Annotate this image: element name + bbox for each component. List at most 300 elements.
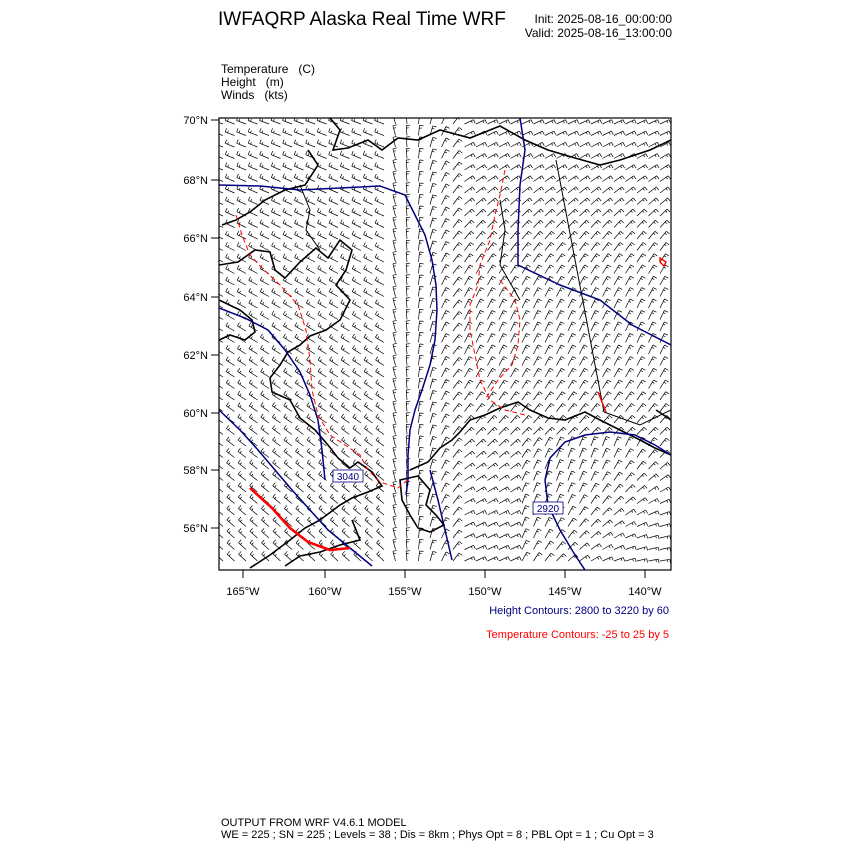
wind-barb — [580, 460, 587, 469]
wind-barb — [341, 220, 350, 228]
wind-barb — [626, 311, 634, 320]
wind-barb — [306, 288, 315, 296]
wind-barb — [430, 425, 437, 435]
wind-barb — [637, 427, 647, 434]
wind-barb — [341, 323, 350, 332]
wind-barb — [465, 545, 476, 549]
wind-barb — [522, 231, 532, 239]
wind-barb — [660, 548, 671, 552]
wind-barb — [476, 120, 487, 124]
wind-barb — [272, 265, 281, 273]
wind-barb — [248, 128, 257, 135]
wind-barb — [614, 165, 625, 170]
wind-barb — [476, 209, 486, 216]
wind-barb — [406, 332, 410, 342]
wind-barb — [626, 165, 637, 170]
wind-barb — [545, 220, 555, 227]
wind-barb — [419, 505, 424, 515]
wind-barb — [603, 198, 613, 205]
wind-barb — [649, 547, 660, 551]
wind-barb — [419, 241, 424, 251]
wind-barb — [393, 389, 397, 400]
wind-barb — [364, 357, 372, 366]
wind-barb — [295, 323, 304, 332]
wind-barb — [329, 197, 338, 205]
wind-barb — [393, 159, 397, 170]
wind-barb — [568, 404, 577, 412]
wind-barb — [534, 357, 542, 366]
wind-barb — [226, 403, 234, 412]
wind-barb — [307, 494, 315, 503]
wind-barb — [261, 368, 269, 377]
wind-barb — [283, 140, 292, 147]
temperature-contours — [236, 170, 666, 550]
wind-barb — [419, 206, 424, 216]
wind-barb — [352, 300, 361, 308]
wind-barb — [557, 220, 567, 227]
wind-barb — [465, 392, 474, 400]
wind-barb — [488, 120, 499, 124]
field-temperature: Temperature (C) — [221, 62, 316, 76]
wind-barb — [591, 142, 602, 147]
wind-barb — [626, 437, 634, 446]
wind-barb — [603, 368, 611, 377]
wind-barb — [534, 276, 542, 285]
wind-barb — [442, 357, 450, 366]
wind-barb — [419, 494, 424, 504]
wind-barb — [340, 174, 349, 182]
wind-barb — [603, 231, 613, 239]
wind-barb — [272, 231, 281, 239]
wind-barb — [660, 299, 668, 308]
wind-barb — [534, 345, 542, 354]
wind-barb — [591, 507, 600, 515]
wind-barb — [283, 220, 292, 228]
wind-barb — [591, 460, 599, 469]
wind-barb — [557, 483, 564, 492]
wind-barb — [260, 242, 269, 250]
wind-barb — [330, 368, 338, 377]
wind-barb — [488, 499, 499, 504]
wind-barb — [329, 208, 338, 216]
wind-barb — [294, 140, 303, 147]
wind-barb — [637, 415, 647, 423]
wind-barb — [649, 511, 660, 515]
height-contour-legend: Height Contours: 2800 to 3220 by 60 — [489, 605, 669, 617]
wind-barb — [614, 357, 622, 366]
wind-barb — [545, 345, 553, 354]
wind-barb — [214, 151, 223, 159]
footer-line-1: OUTPUT FROM WRF V4.6.1 MODEL — [221, 817, 407, 829]
wind-barb — [488, 187, 498, 193]
wind-barb — [660, 243, 669, 251]
wind-barb — [534, 541, 542, 550]
wind-barb — [453, 450, 462, 458]
wind-barb — [465, 154, 476, 159]
wind-barb — [365, 540, 373, 550]
wind-barb — [430, 229, 437, 239]
wind-barb — [375, 323, 384, 332]
wind-barb — [352, 128, 361, 135]
wind-barb — [352, 151, 361, 159]
wind-barb — [272, 345, 281, 354]
wind-barb — [534, 438, 543, 446]
wind-barb — [626, 220, 636, 227]
wind-barb — [580, 187, 590, 193]
wind-barb — [591, 471, 599, 480]
wind-barb — [284, 437, 292, 446]
wind-barb — [626, 243, 635, 251]
wind-barb — [442, 345, 450, 354]
wind-barb — [262, 528, 270, 538]
wind-barb — [238, 368, 246, 377]
wind-barb — [283, 163, 292, 171]
wind-barb — [660, 357, 668, 366]
wind-barb — [406, 148, 410, 158]
wind-barb — [522, 460, 530, 469]
lon-tick-label: 155°W — [388, 586, 422, 598]
wind-barb — [363, 197, 372, 205]
wind-barb — [465, 165, 476, 170]
wind-barb — [442, 380, 450, 389]
wind-barb — [237, 265, 246, 273]
wind-barb — [614, 533, 625, 538]
map-layers — [214, 113, 671, 570]
wind-barb — [365, 494, 373, 503]
wind-barb — [476, 368, 484, 377]
wind-barb — [557, 176, 568, 182]
wind-barb — [363, 163, 372, 171]
wind-barb — [353, 414, 361, 423]
wind-barb — [318, 288, 327, 296]
wind-barb — [307, 414, 315, 423]
wind-barb — [285, 551, 292, 561]
wind-barb — [238, 380, 246, 389]
wind-barb — [442, 242, 450, 251]
wind-barb — [637, 449, 646, 457]
wind-barb — [284, 425, 292, 434]
wind-barb — [453, 243, 462, 251]
wind-barb — [522, 243, 531, 251]
wind-barb — [453, 174, 462, 182]
wind-barb — [557, 471, 564, 480]
wind-barb — [649, 120, 660, 124]
wind-barb — [568, 311, 576, 320]
wind-barb — [511, 415, 521, 423]
wind-barb — [406, 171, 410, 181]
wind-barb — [341, 357, 349, 366]
wind-barb — [660, 392, 669, 400]
wind-barb — [465, 368, 473, 377]
wind-barb — [352, 220, 361, 228]
wind-barb — [476, 557, 487, 561]
wind-barb — [637, 131, 648, 135]
wind-barb — [342, 506, 350, 516]
wind-barb — [476, 522, 487, 526]
wind-barb — [614, 508, 624, 515]
wind-barb — [307, 460, 315, 469]
wind-barb — [603, 520, 613, 527]
wind-barb — [227, 517, 235, 527]
wind-barb — [271, 163, 280, 171]
wind-barb — [237, 151, 246, 159]
wind-barb — [614, 176, 625, 182]
wind-barb — [375, 231, 384, 239]
wind-barb — [406, 217, 410, 227]
wind-barb — [511, 380, 520, 389]
wind-barb — [406, 367, 410, 377]
wind-barb — [591, 519, 601, 526]
wind-barb — [340, 185, 349, 193]
wind-barb — [261, 437, 269, 446]
wind-barb — [465, 510, 476, 515]
wind-barb — [442, 299, 450, 308]
wind-barb — [545, 254, 554, 262]
wind-barb — [283, 323, 292, 332]
wind-barb — [419, 321, 424, 331]
wind-barb — [591, 209, 601, 216]
wind-barb — [284, 494, 292, 503]
lat-tick-label: 70°N — [183, 115, 208, 127]
wind-barb — [406, 309, 410, 319]
wind-barb — [260, 265, 269, 273]
wind-barb — [442, 552, 450, 561]
wind-barb — [614, 142, 625, 147]
wind-barb — [534, 198, 544, 205]
wind-barb — [227, 528, 235, 538]
wind-barb — [626, 368, 634, 377]
wind-barb — [283, 174, 292, 182]
wind-barb — [534, 415, 544, 423]
wind-barb — [534, 553, 543, 561]
wind-barb — [419, 413, 424, 423]
wind-barb — [660, 231, 670, 239]
wind-barb — [365, 437, 373, 446]
wind-barb — [511, 463, 521, 469]
wind-barb — [283, 334, 292, 343]
wind-barb — [375, 265, 384, 273]
wind-barb — [260, 163, 269, 171]
wind-barb — [534, 322, 542, 331]
wind-barb — [637, 209, 647, 216]
wind-barb — [272, 323, 281, 332]
wind-barb — [603, 357, 611, 366]
wind-barb — [271, 128, 280, 135]
wind-barb — [442, 138, 450, 147]
wind-barb — [406, 321, 410, 331]
wind-barb — [341, 277, 350, 285]
wind-barb — [237, 140, 246, 147]
wind-barb — [626, 187, 636, 193]
wind-barb — [591, 231, 601, 239]
wind-barb — [488, 357, 496, 366]
wind-barb — [511, 276, 519, 285]
wind-barb — [568, 506, 576, 515]
wind-barb — [364, 380, 372, 389]
wind-barb — [626, 473, 635, 481]
wind-barb — [419, 482, 424, 492]
wind-barb — [442, 334, 450, 343]
wind-barb — [660, 524, 671, 528]
wind-barb — [591, 556, 602, 561]
wind-barb — [568, 265, 577, 274]
wind-barb — [364, 231, 373, 239]
wind-barb — [499, 154, 510, 159]
wind-barb — [260, 151, 269, 159]
wind-barb — [283, 128, 292, 135]
wind-barb — [568, 427, 578, 434]
wind-barb — [272, 380, 280, 389]
wind-barb — [637, 165, 648, 170]
wind-barb — [637, 334, 645, 343]
wind-barb — [283, 151, 292, 159]
wind-barb — [419, 540, 424, 550]
wind-barb — [476, 427, 486, 434]
wind-barb — [637, 276, 645, 285]
wind-barb — [375, 163, 384, 171]
wind-barb — [649, 523, 660, 527]
wind-barb — [499, 176, 510, 182]
wind-barb — [649, 154, 660, 159]
wind-barb — [637, 220, 647, 227]
wind-barb — [580, 254, 589, 262]
wind-barb — [580, 209, 590, 216]
wind-barb — [557, 131, 568, 135]
wind-barb — [319, 483, 327, 492]
wind-barb — [249, 277, 258, 285]
wind-barb — [534, 311, 542, 320]
wind-barb — [238, 437, 246, 446]
wind-barb — [430, 241, 437, 251]
wind-barb — [352, 231, 361, 239]
wind-barb — [442, 483, 450, 492]
wind-barb — [329, 128, 338, 135]
wind-barb — [376, 414, 384, 423]
wind-barb — [591, 544, 602, 550]
wind-barb — [499, 165, 510, 170]
wind-barb — [442, 506, 450, 515]
wind-barb — [340, 151, 349, 159]
wind-barb — [376, 517, 384, 527]
wind-barb — [453, 231, 462, 239]
wind-barb — [306, 140, 315, 147]
wind-barb — [214, 140, 223, 147]
wind-barb — [591, 254, 600, 262]
wind-barb — [295, 300, 304, 308]
wind-barb — [353, 403, 361, 412]
wind-barb — [499, 357, 507, 366]
wind-barb — [488, 198, 498, 205]
wind-barb — [237, 277, 246, 285]
wind-barb — [637, 265, 646, 274]
wind-barb — [534, 517, 542, 526]
wind-barb — [237, 323, 246, 332]
field-winds: Winds (kts) — [221, 88, 288, 102]
wind-barb — [568, 530, 577, 538]
wind-barb — [534, 131, 545, 135]
wind-barb — [430, 367, 437, 377]
wind-barb — [603, 484, 612, 492]
wind-barb — [476, 220, 486, 227]
wind-barb — [271, 140, 280, 147]
wind-barb — [465, 243, 474, 251]
wind-barb — [649, 380, 658, 389]
wind-barb — [465, 254, 474, 262]
wind-barb — [353, 437, 361, 446]
wind-barb — [419, 183, 424, 193]
wind-barb — [283, 300, 292, 308]
wind-barb — [353, 357, 361, 366]
wind-barb — [465, 276, 473, 285]
wind-barb — [453, 185, 462, 193]
wind-barb — [365, 551, 372, 561]
wind-barb — [238, 391, 246, 400]
wind-barb — [649, 427, 659, 434]
wind-barb — [419, 425, 424, 435]
wind-barb — [330, 391, 338, 400]
wind-barb — [225, 163, 234, 171]
wind-barb — [330, 403, 338, 412]
wind-barb — [273, 517, 281, 527]
wind-barb — [453, 277, 462, 285]
wind-barb — [557, 299, 565, 308]
wind-barb — [393, 504, 397, 515]
wind-barb — [238, 403, 246, 412]
wind-barb — [226, 345, 235, 354]
wind-barb — [557, 243, 566, 251]
wind-barb — [330, 494, 338, 503]
wind-barb — [272, 311, 281, 320]
lon-tick-label: 150°W — [468, 586, 502, 598]
wind-barb — [603, 243, 612, 251]
wind-barb — [364, 288, 373, 296]
wind-barb — [227, 506, 235, 516]
wind-barb — [660, 559, 671, 563]
wind-barb — [488, 427, 498, 434]
wind-barb — [637, 559, 648, 563]
wind-barb — [545, 427, 555, 434]
wind-barb — [626, 334, 634, 343]
wind-barb — [237, 288, 246, 296]
wind-barb — [649, 198, 659, 205]
wind-barb — [442, 311, 450, 320]
wind-barb — [626, 461, 635, 469]
wind-barb — [488, 380, 497, 389]
wind-barb — [637, 485, 647, 492]
wind-barb — [393, 309, 397, 320]
wind-barb — [227, 448, 235, 457]
wind-barb — [649, 392, 658, 400]
wind-barb — [271, 208, 280, 216]
wind-barb — [660, 438, 669, 446]
wind-barb — [341, 231, 350, 239]
wind-barb — [406, 206, 410, 216]
init-time: Init: 2025-08-16_00:00:00 — [534, 12, 672, 26]
wind-barb — [488, 368, 496, 377]
wind-barb — [442, 426, 450, 435]
wind-barb — [317, 163, 326, 171]
wind-barb — [488, 165, 499, 170]
wind-barb — [614, 209, 624, 216]
wind-barb — [329, 265, 338, 273]
wind-barb — [488, 463, 498, 469]
wind-barb — [330, 425, 338, 434]
wind-barb — [342, 517, 350, 527]
wind-barb — [238, 471, 246, 480]
wind-barb — [499, 463, 509, 469]
wind-barb — [260, 140, 269, 147]
wind-barb — [649, 187, 659, 193]
